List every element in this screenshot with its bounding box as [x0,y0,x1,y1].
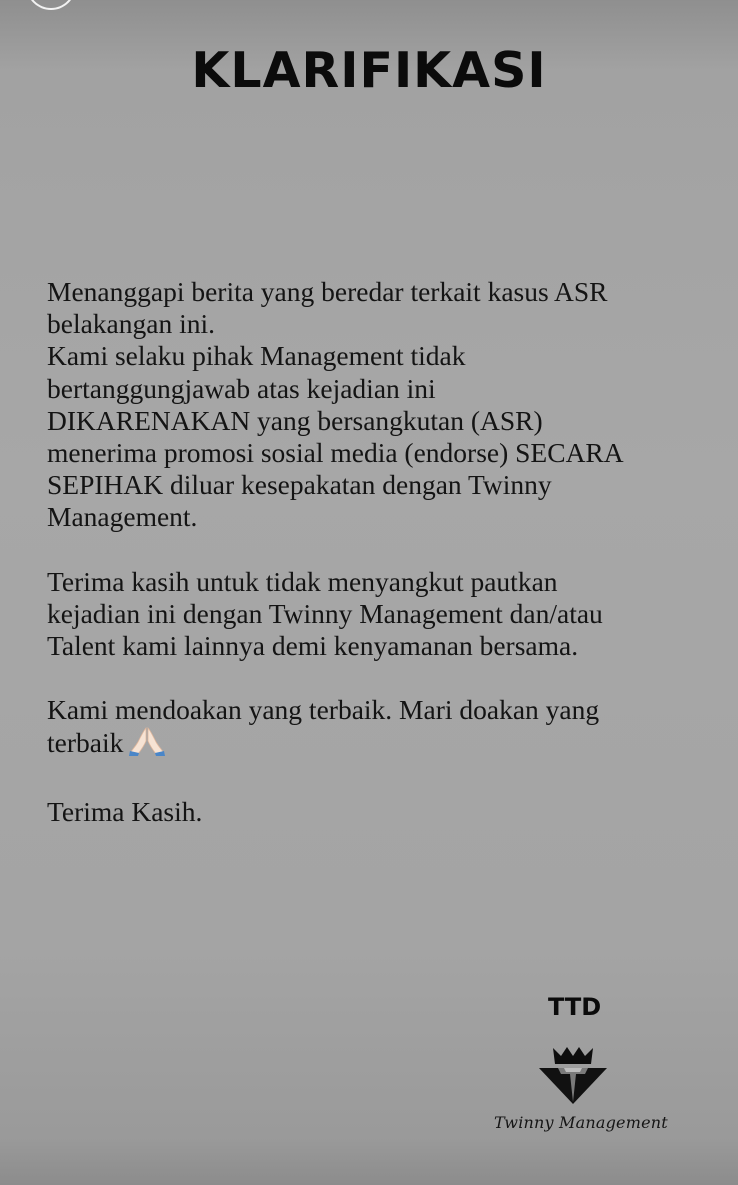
text-line: menerima promosi sosial media (endorse) SECARA [47,437,624,469]
paragraph-1 [47,276,707,534]
signature-label: TTD [548,993,602,1021]
text-line: Kami selaku pihak Management tidak [47,340,466,372]
text-line: bertanggungjawab atas kejadian ini [47,372,436,404]
brand-name: Twinny Management [494,1113,668,1132]
text-line: Management. [47,501,198,533]
paragraph-3 [47,694,707,763]
closing-text: Terima Kasih. [47,795,203,827]
text-line: kejadian ini dengan Twinny Management dan/atau [47,597,603,629]
text-line: SEPIHAK diluar kesepakatan dengan Twinny [47,469,552,501]
text-line: Talent kami lainnya demi kenyamanan bersama. [47,630,579,662]
profile-avatar-ring[interactable] [26,0,76,10]
text-line: DIKARENAKAN yang bersangkutan (ASR) [47,404,543,436]
text-line: belakangan ini. [47,308,215,340]
paragraph-2 [47,566,707,663]
text-line: Menanggapi berita yang beredar terkait kasus ASR [47,276,608,307]
text-line: Kami mendoakan yang terbaik. Mari doakan yang [47,694,600,726]
crown-logo-icon [536,1044,610,1108]
page-title: KLARIFIKASI [191,42,547,99]
text-line: terbaik [47,727,124,759]
announcement-body [47,276,707,828]
text-line: Terima kasih untuk tidak menyangkut pautkan [47,565,558,597]
folded-hands-icon [129,726,165,763]
